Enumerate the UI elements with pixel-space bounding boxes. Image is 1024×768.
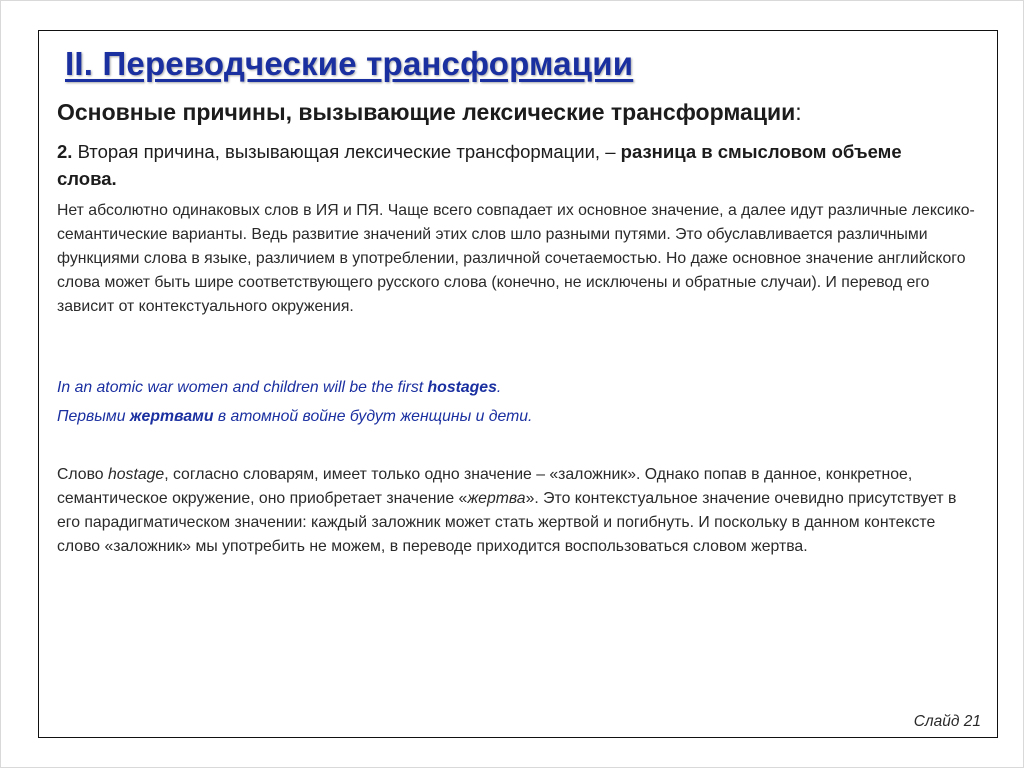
analysis-part2: , согласно словарям, имеет только одно значение – «заложник». Однако попав в данное, конкретное, семантическое окружение, оно приобретает значение « [57, 466, 913, 507]
analysis-word-victim: жертва [467, 490, 526, 507]
slide-subtitle [57, 99, 987, 126]
analysis-part3: ». Это контекстуальное значение очевидно присутствует в его парадигматическом значении: каждый заложник может стать жертвой и погибнуть. И поскольку в данном контексте слово «заложник» мы употребить не можем, в переводе приходится воспользоваться словом жертва. [57, 490, 957, 555]
subtitle-text: Основные причины, вызывающие лексические трансформации [57, 99, 796, 125]
slide-title: II. Переводческие трансформации [65, 45, 634, 82]
point-number: 2. [57, 141, 73, 162]
point-text: Вторая причина, вызывающая лексические трансформации, – [72, 141, 621, 162]
example-en-after: . [496, 379, 502, 396]
analysis-word-hostage: hostage [107, 466, 165, 483]
example-ru-bold: жертвами [129, 408, 214, 425]
point-two [57, 138, 957, 192]
subtitle-colon: : [795, 99, 802, 125]
example-ru-after: в атомной войне будут женщины и дети. [213, 408, 533, 425]
point-emphasis: разница в смысловом объеме слова. [57, 141, 902, 189]
example-english [57, 379, 957, 397]
example-en-bold: hostages [427, 379, 497, 396]
example-ru-before: Первыми [57, 408, 130, 425]
analysis-part1: Слово [57, 466, 108, 483]
slide [38, 30, 998, 738]
paragraph-analysis [57, 463, 979, 559]
slide-number: Слайд 21 [913, 713, 981, 730]
paragraph-explanation: Нет абсолютно одинаковых слов в ИЯ и ПЯ. Чаще всего совпадает их основное значение, а далее идут различные лексико-семантические варианты. Ведь развитие значений этих слов шло разными путями. Это обуславливается различными функциями слова в языке, различием в употреблении, различной сочетаемостью. Но даже основное значение английского слова может быть шире соответствующего русского слова (конечно, не исключены и обратные случаи). И перевод его зависит от контекстуального окружения. [57, 202, 975, 315]
example-russian [57, 408, 957, 426]
example-en-before: In an atomic war women and children will be the first [57, 379, 428, 396]
